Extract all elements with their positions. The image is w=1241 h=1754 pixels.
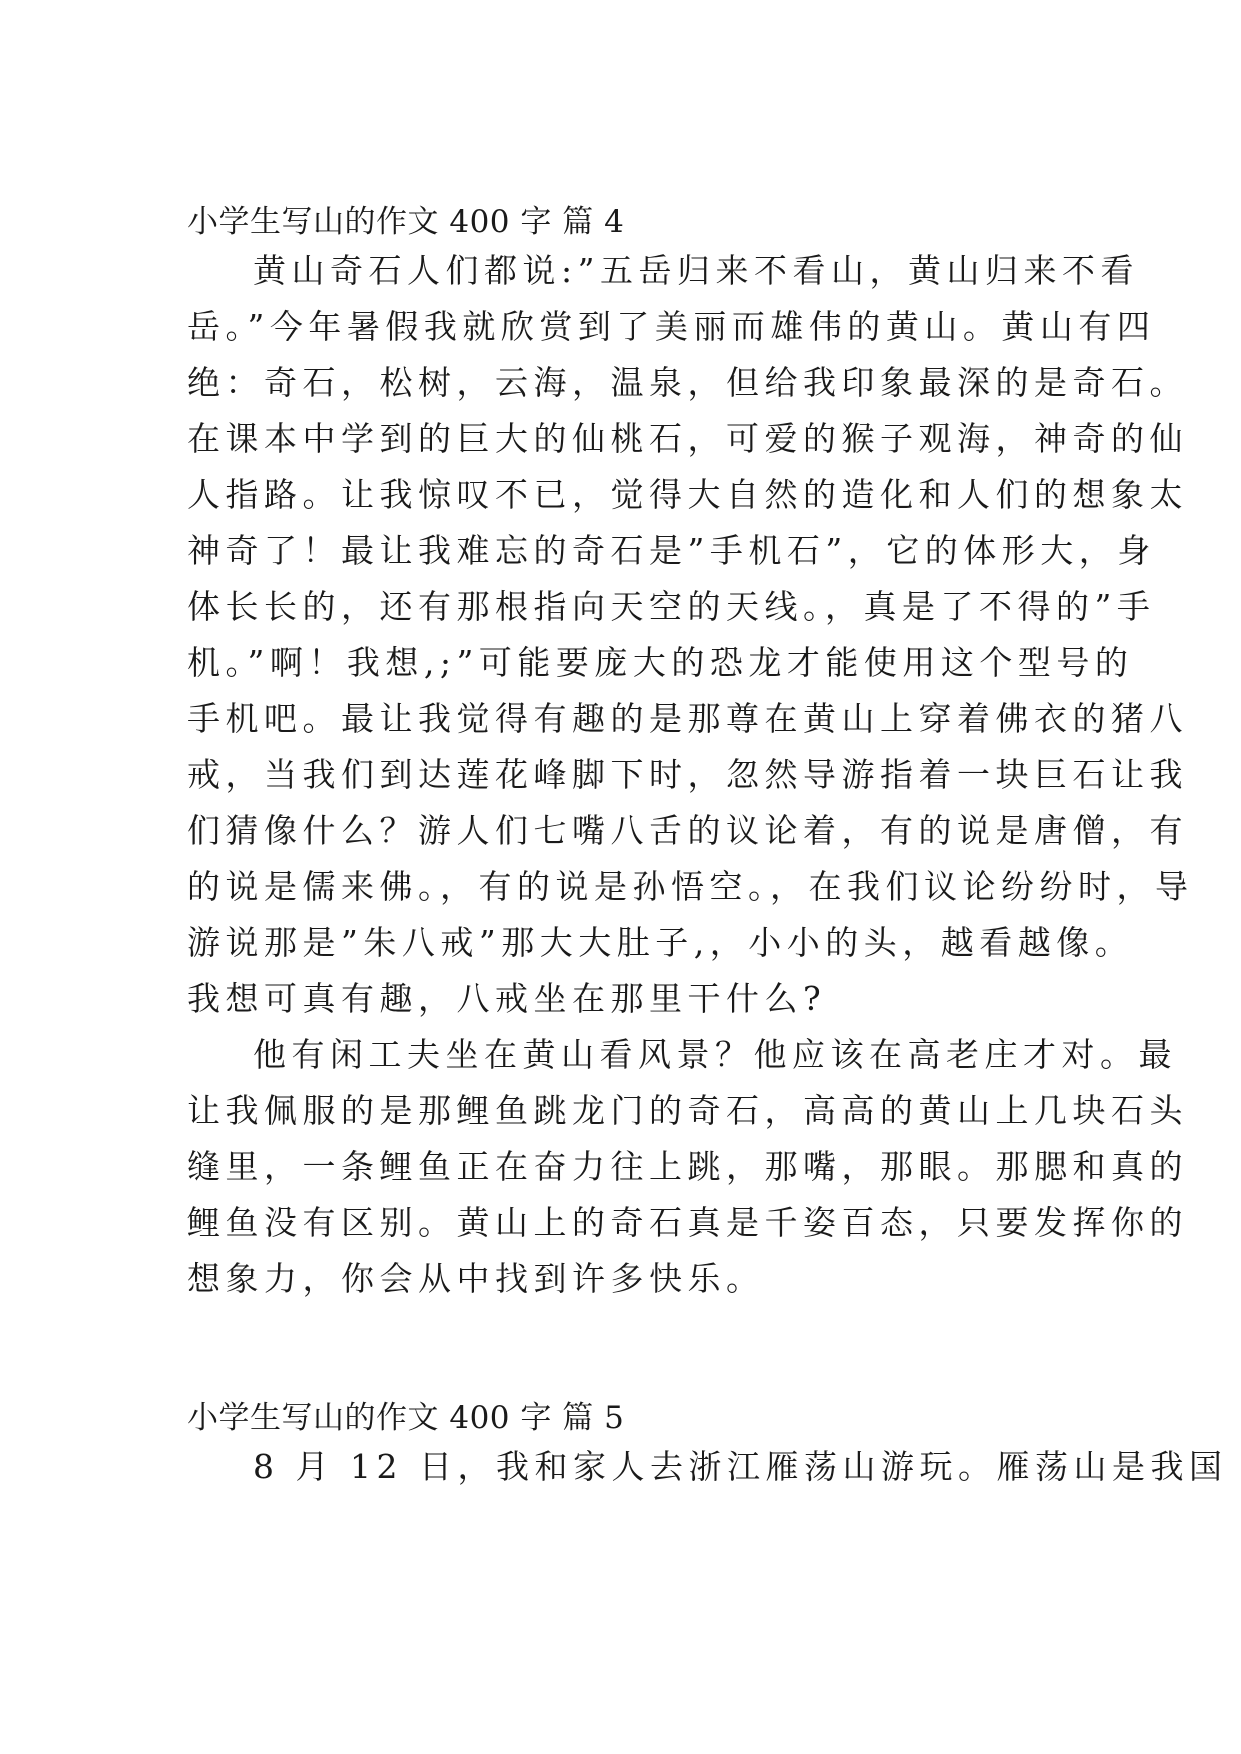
paragraph-line: 绝：奇石，松树，云海，温泉，但给我印象最深的是奇石。 <box>187 363 1188 402</box>
paragraph-line: 戒，当我们到达莲花峰脚下时，忽然导游指着一块巨石让我 <box>187 755 1188 794</box>
paragraph-line: 黄山奇石人们都说:”五岳归来不看山，黄山归来不看 <box>253 251 1139 290</box>
paragraph-line: 游说那是”朱八戒”那大大肚子,，小小的头，越看越像。 <box>187 923 1134 962</box>
paragraph-line: 他有闲工夫坐在黄山看风景？他应该在高老庄才对。最 <box>253 1035 1177 1074</box>
paragraph-line: 在课本中学到的巨大的仙桃石，可爱的猴子观海，神奇的仙 <box>187 419 1188 458</box>
section-5-heading: 小学生写山的作文 400 字 篇 5 <box>187 1400 625 1436</box>
paragraph-line: 缝里，一条鲤鱼正在奋力往上跳，那嘴，那眼。那腮和真的 <box>187 1147 1188 1186</box>
paragraph-line: 机。”啊！我想,;”可能要庞大的恐龙才能使用这个型号的 <box>187 643 1134 682</box>
paragraph-line: 鲤鱼没有区别。黄山上的奇石真是千姿百态，只要发挥你的 <box>187 1203 1188 1242</box>
paragraph-line: 我想可真有趣，八戒坐在那里干什么? <box>187 979 827 1018</box>
paragraph-line: 让我佩服的是那鲤鱼跳龙门的奇石，高高的黄山上几块石头 <box>187 1091 1188 1130</box>
section-4-heading: 小学生写山的作文 400 字 篇 4 <box>187 204 625 240</box>
paragraph-line: 人指路。让我惊叹不已，觉得大自然的造化和人们的想象太 <box>187 475 1188 514</box>
paragraph-line: 8 月 12 日，我和家人去浙江雁荡山游玩。雁荡山是我国 <box>253 1447 1228 1486</box>
paragraph-line: 手机吧。最让我觉得有趣的是那尊在黄山上穿着佛衣的猪八 <box>187 699 1188 738</box>
paragraph-line: 体长长的，还有那根指向天空的天线。，真是了不得的”手 <box>187 587 1156 626</box>
paragraph-line: 的说是儒来佛。，有的说是孙悟空。，在我们议论纷纷时，导 <box>187 867 1194 906</box>
paragraph-line: 想象力，你会从中找到许多快乐。 <box>187 1259 765 1298</box>
paragraph-line: 们猜像什么？游人们七嘴八舌的议论着，有的说是唐僧，有 <box>187 811 1188 850</box>
paragraph-line: 神奇了！最让我难忘的奇石是”手机石”，它的体形大，身 <box>187 531 1156 570</box>
paragraph-line: 岳。”今年暑假我就欣赏到了美丽而雄伟的黄山。黄山有四 <box>187 307 1156 346</box>
